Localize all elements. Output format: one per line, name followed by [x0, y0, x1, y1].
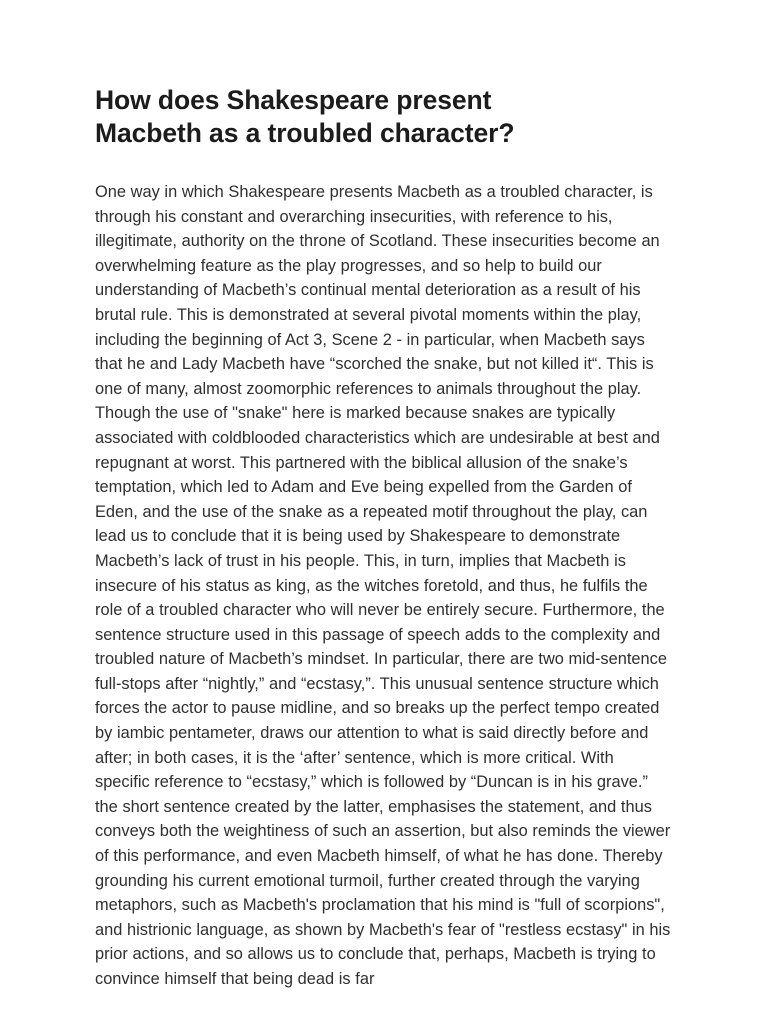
title-body-spacer	[95, 150, 673, 180]
essay-body-paragraph: One way in which Shakespeare presents Macbeth as a troubled character, is through his constant and overarching insecurities, with reference to his, illegitimate, authority on the throne of Scotland. These insecurities become an overwhelming feature as the play progresses, and so help to build our understanding of Macbeth’s continual mental deterioration as a result of his brutal rule. This is demonstrated at several pivotal moments within the play, including the beginning of Act 3, Scene 2 - in particular, when Macbeth says that he and Lady Macbeth have “scorched the snake, but not killed it“. This is one of many, almost zoomorphic references to animals throughout the play. Though the use of "snake" here is marked because snakes are typically associated with coldblooded characteristics which are undesirable at best and repugnant at worst. This partnered with the biblical allusion of the snake’s temptation, which led to Adam and Eve being expelled from the Garden of Eden, and the use of the snake as a repeated motif throughout the play, can lead us to conclude that it is being used by Shakespeare to demonstrate Macbeth’s lack of trust in his people. This, in turn, implies that Macbeth is insecure of his status as king, as the witches foretold, and thus, he fulfils the role of a troubled character who will never be entirely secure. Furthermore, the sentence structure used in this passage of speech adds to the complexity and troubled nature of Macbeth’s mindset. In particular, there are two mid-sentence full-stops after “nightly,” and “ecstasy,”. This unusual sentence structure which forces the actor to pause midline, and so breaks up the perfect tempo created by iambic pentameter, draws our attention to what is said directly before and after; in both cases, it is the ‘after’ sentence, which is more critical. With specific reference to “ecstasy,” which is followed by “Duncan is in his grave.” the short sentence created by the latter, emphasises the statement, and thus conveys both the weightiness of such an assertion, but also reminds the viewer of this performance, and even Macbeth himself, of what he has done. Thereby grounding his current emotional turmoil, further created through the varying metaphors, such as Macbeth's proclamation that his mind is "full of scorpions", and histrionic language, as shown by Macbeth's fear of "restless ecstasy" in his prior actions, and so allows us to conclude that, perhaps, Macbeth is trying to convince himself that being dead is far	[95, 183, 671, 988]
document-content	[95, 84, 673, 992]
page-title: How does Shakespeare present Macbeth as a troubled character?	[95, 85, 515, 148]
